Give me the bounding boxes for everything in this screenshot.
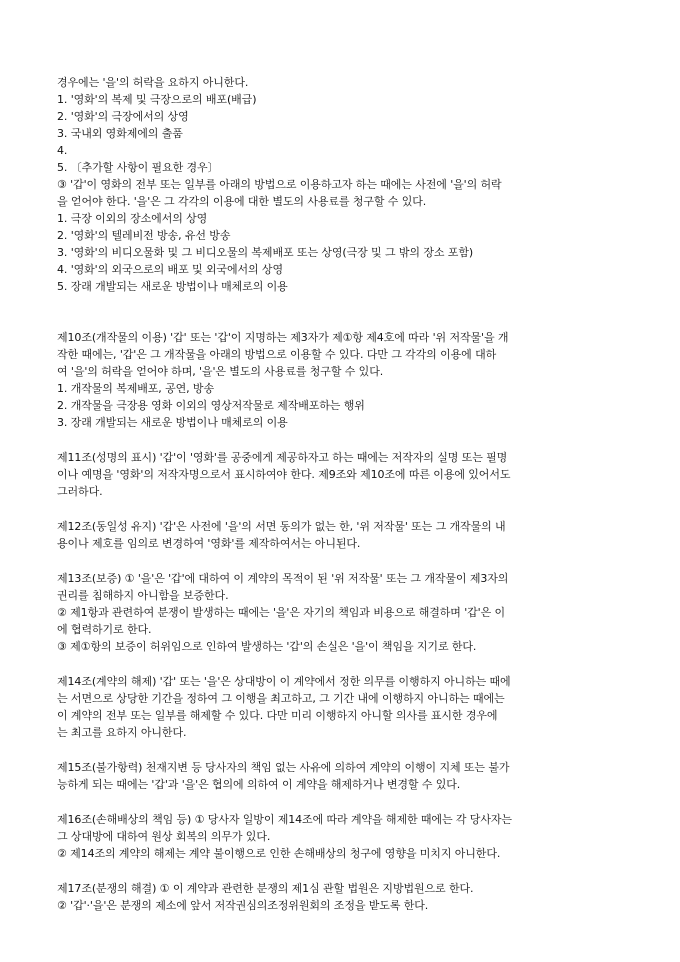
article-line: 작한 때에는, '갑'은 그 개작물을 아래의 방법으로 이용할 수 있다. 다만 그 각각의 이용에 대하 [57,348,497,361]
intro-line: 1. 극장 이외의 장소에서의 상영 [57,212,208,225]
article-line: 제15조(불가항력) 천재지변 등 당사자의 책임 없는 사유에 의하여 계약의 이행이 지체 또는 불가 [57,761,510,774]
article-16 [57,811,623,862]
article-14 [57,673,623,741]
article-line: 3. 장래 개발되는 새로운 방법이나 매체로의 이용 [57,416,288,429]
article-11 [57,449,623,500]
article-17 [57,880,623,914]
intro-line: 2. '영화'의 극장에서의 상영 [57,110,189,123]
intro-line: 2. '영화'의 텔레비전 방송, 유선 방송 [57,229,231,242]
article-10 [57,329,623,431]
article-line: 능하게 되는 때에는 '갑'과 '을'은 협의에 의하여 이 계약을 해제하거나 변경할 수 있다. [57,778,461,791]
article-line: 이 계약의 전부 또는 일부를 해제할 수 있다. 다만 미리 이행하지 아니할 의사를 표시한 경우에 [57,709,498,722]
article-line: ② 제1항과 관련하여 분쟁이 발생하는 때에는 '을'은 자기의 책임과 비용으로 해결하며 '갑'은 이 [57,606,506,619]
article-line: 제11조(성명의 표시) '갑'이 '영화'를 공중에게 제공하자고 하는 때에는 저작자의 실명 또는 필명 [57,451,508,464]
article-line: 는 서면으로 상당한 기간을 정하여 그 이행을 최고하고, 그 기간 내에 이행하지 아니하는 때에는 [57,692,505,705]
intro-section [57,74,623,295]
article-line: 제16조(손해배상의 책임 등) ① 당사자 일방이 제14조에 따라 계약을 해제한 때에는 각 당사자는 [57,813,512,826]
article-line: 이나 예명을 '영화'의 저작자명으로서 표시하여야 한다. 제9조와 제10조에 따른 이용에 있어서도 [57,468,511,481]
article-line: 그러하다. [57,485,103,498]
intro-line: 4. '영화'의 외국으로의 배포 및 외국에서의 상영 [57,263,283,276]
article-line: 그 상대방에 대하여 원상 회복의 의무가 있다. [57,830,271,843]
article-line: 제17조(분쟁의 해결) ① 이 계약과 관련한 분쟁의 제1심 관할 법원은 지방법원으로 한다. [57,882,474,895]
article-line: ③ 제①항의 보증이 허위임으로 인하여 발생하는 '갑'의 손실은 '을'이 책임을 지기로 한다. [57,640,477,653]
article-line: 권리를 침해하지 아니함을 보증한다. [57,589,229,602]
intro-line: 5. 장래 개발되는 새로운 방법이나 매체로의 이용 [57,280,288,293]
article-line: 에 협력하기로 한다. [57,623,152,636]
article-line: 여 '을'의 허락을 얻어야 하며, '을'은 별도의 사용료를 청구할 수 있다. [57,365,384,378]
intro-line: ③ '갑'이 영화의 전부 또는 일부를 아래의 방법으로 이용하고자 하는 때에는 사전에 '을'의 허락 [57,178,502,191]
article-13 [57,570,623,655]
intro-line: 5. 〔추가할 사항이 필요한 경우〕 [57,161,219,174]
intro-line: 경우에는 '을'의 허락을 요하지 아니한다. [57,76,249,89]
article-12 [57,518,623,552]
intro-line: 3. 국내외 영화제에의 출품 [57,127,183,140]
intro-line: 4. [57,144,68,157]
intro-line: 1. '영화'의 복제 및 극장으로의 배포(배급) [57,93,257,106]
article-line: 제12조(동일성 유지) '갑'은 사전에 '을'의 서면 동의가 없는 한, '위 저작물' 또는 그 개작물의 내 [57,520,506,533]
article-line: 2. 개작물을 극장용 영화 이외의 영상저작물로 제작배포하는 행위 [57,399,365,412]
intro-line: 을 얻어야 한다. '을'은 그 각각의 이용에 대한 별도의 사용료를 청구할 수 있다. [57,195,427,208]
article-line: 제13조(보증) ① '을'은 '갑'에 대하여 이 계약의 목적이 된 '위 저작물' 또는 그 개작물이 제3자의 [57,572,509,585]
article-line: 용이나 제호를 임의로 변경하여 '영화'를 제작하여서는 아니된다. [57,537,361,550]
article-line: 는 최고를 요하지 아니한다. [57,726,187,739]
article-line: 제10조(개작물의 이용) '갑' 또는 '갑'이 지명하는 제3자가 제①항 제4호에 따라 '위 저작물'을 개 [57,331,509,344]
article-line: ② '갑'·'을'은 분쟁의 제소에 앞서 저작권심의조정위원회의 조정을 받도록 한다. [57,899,429,912]
article-15 [57,759,623,793]
contract-document [57,74,623,914]
article-line: ② 제14조의 계약의 해제는 계약 불이행으로 인한 손해배상의 청구에 영향을 미치지 아니한다. [57,847,501,860]
article-line: 1. 개작물의 복제배포, 공연, 방송 [57,382,214,395]
intro-line: 3. '영화'의 비디오물화 및 그 비디오물의 복제배포 또는 상영(극장 및 그 밖의 장소 포함) [57,246,474,259]
article-line: 제14조(계약의 해제) '갑' 또는 '을'은 상대방이 이 계약에서 정한 의무를 이행하지 아니하는 때에 [57,675,511,688]
